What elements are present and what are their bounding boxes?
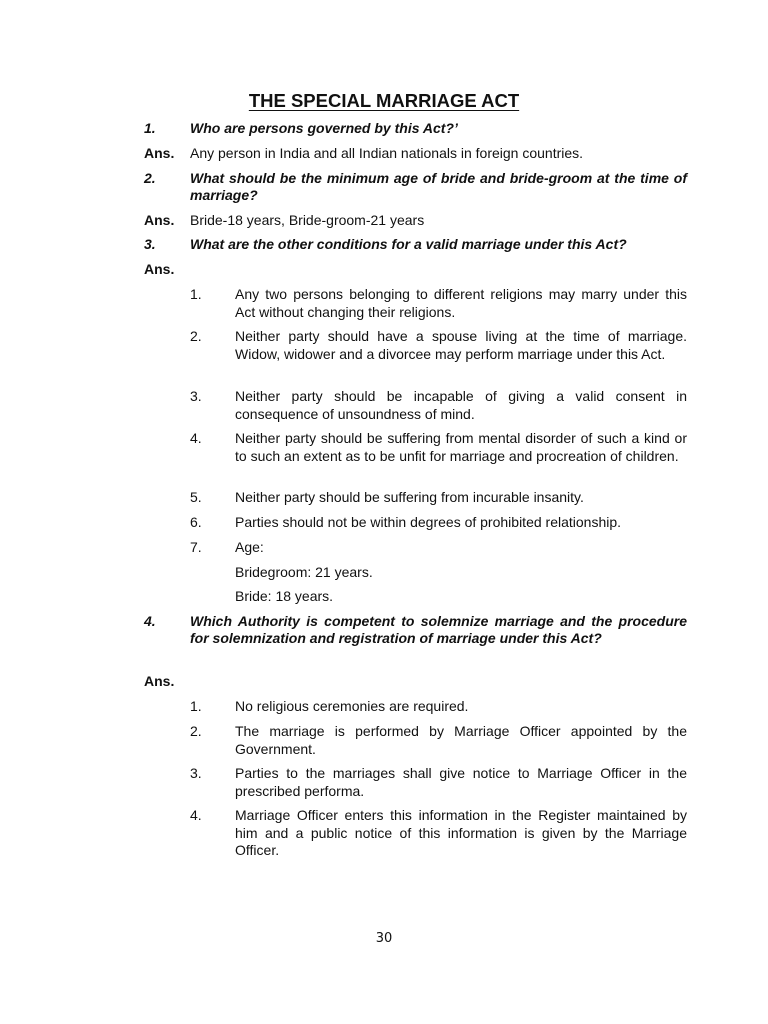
list-item-number: 1. [190,698,202,714]
answer-1-text: Any person in India and all Indian nationals in foreign countries. [190,145,584,161]
list-item-text: Neither party should be suffering from incurable insanity. [235,489,584,505]
answer-2-label: Ans. [144,212,175,228]
answer-1-label: Ans. [144,145,175,161]
list-item-number: 4. [190,807,202,823]
age-bride: Bride: 18 years. [235,588,334,604]
question-2-number: 2. [144,170,156,186]
answer-3-label: Ans. [144,261,175,277]
list-item-number: 6. [190,514,202,530]
question-3-text: What are the other conditions for a valid marriage under this Act? [190,236,627,252]
list-item-number: 2. [190,328,202,344]
list-item-text: Neither party should be suffering from mental disorder of such a kind or to such an extent as to be unfit for marriage and procreation of children. [235,430,687,464]
list-item-number: 7. [190,539,202,555]
question-1-number: 1. [144,120,156,136]
question-4-text: Which Authority is competent to solemnize marriage and the procedure for solemnization and registration of marriage under this Act? [190,613,687,646]
question-4-number: 4. [144,613,156,629]
list-item-text: Any two persons belonging to different religions may marry under this Act without changing their religions. [235,286,687,320]
list-item-number: 4. [190,430,202,446]
page-title [0,89,768,113]
list-item-text: No religious ceremonies are required. [235,698,469,714]
list-item-number: 2. [190,723,202,739]
list-item-text: The marriage is performed by Marriage Officer appointed by the Government. [235,723,687,757]
list-item-text: Neither party should have a spouse living at the time of marriage. Widow, widower and a divorcee may perform marriage under this Act. [235,328,687,362]
question-1-text: Who are persons governed by this Act?’ [190,120,458,136]
list-item-text: Parties should not be within degrees of prohibited relationship. [235,514,622,530]
answer-2-text: Bride-18 years, Bride-groom-21 years [190,212,425,228]
list-item-number: 5. [190,489,202,505]
list-item-text: Age: [235,539,264,555]
age-bridegroom: Bridegroom: 21 years. [235,564,373,580]
question-3-number: 3. [144,236,156,252]
list-item-text: Parties to the marriages shall give notice to Marriage Officer in the prescribed performa. [235,765,687,799]
page-title-text: THE SPECIAL MARRIAGE ACT [248,90,520,111]
list-item-number: 3. [190,388,202,404]
list-item-text: Marriage Officer enters this information in the Register maintained by him and a public notice of this information is given by the Marriage Officer. [235,807,687,858]
page-number: 30 [375,931,393,946]
list-item-number: 3. [190,765,202,781]
list-item-number: 1. [190,286,202,302]
question-2-text: What should be the minimum age of bride and bride-groom at the time of marriage? [190,170,687,203]
list-item-text: Neither party should be incapable of giving a valid consent in consequence of unsoundness of mind. [235,388,687,422]
answer-4-label: Ans. [144,673,175,689]
